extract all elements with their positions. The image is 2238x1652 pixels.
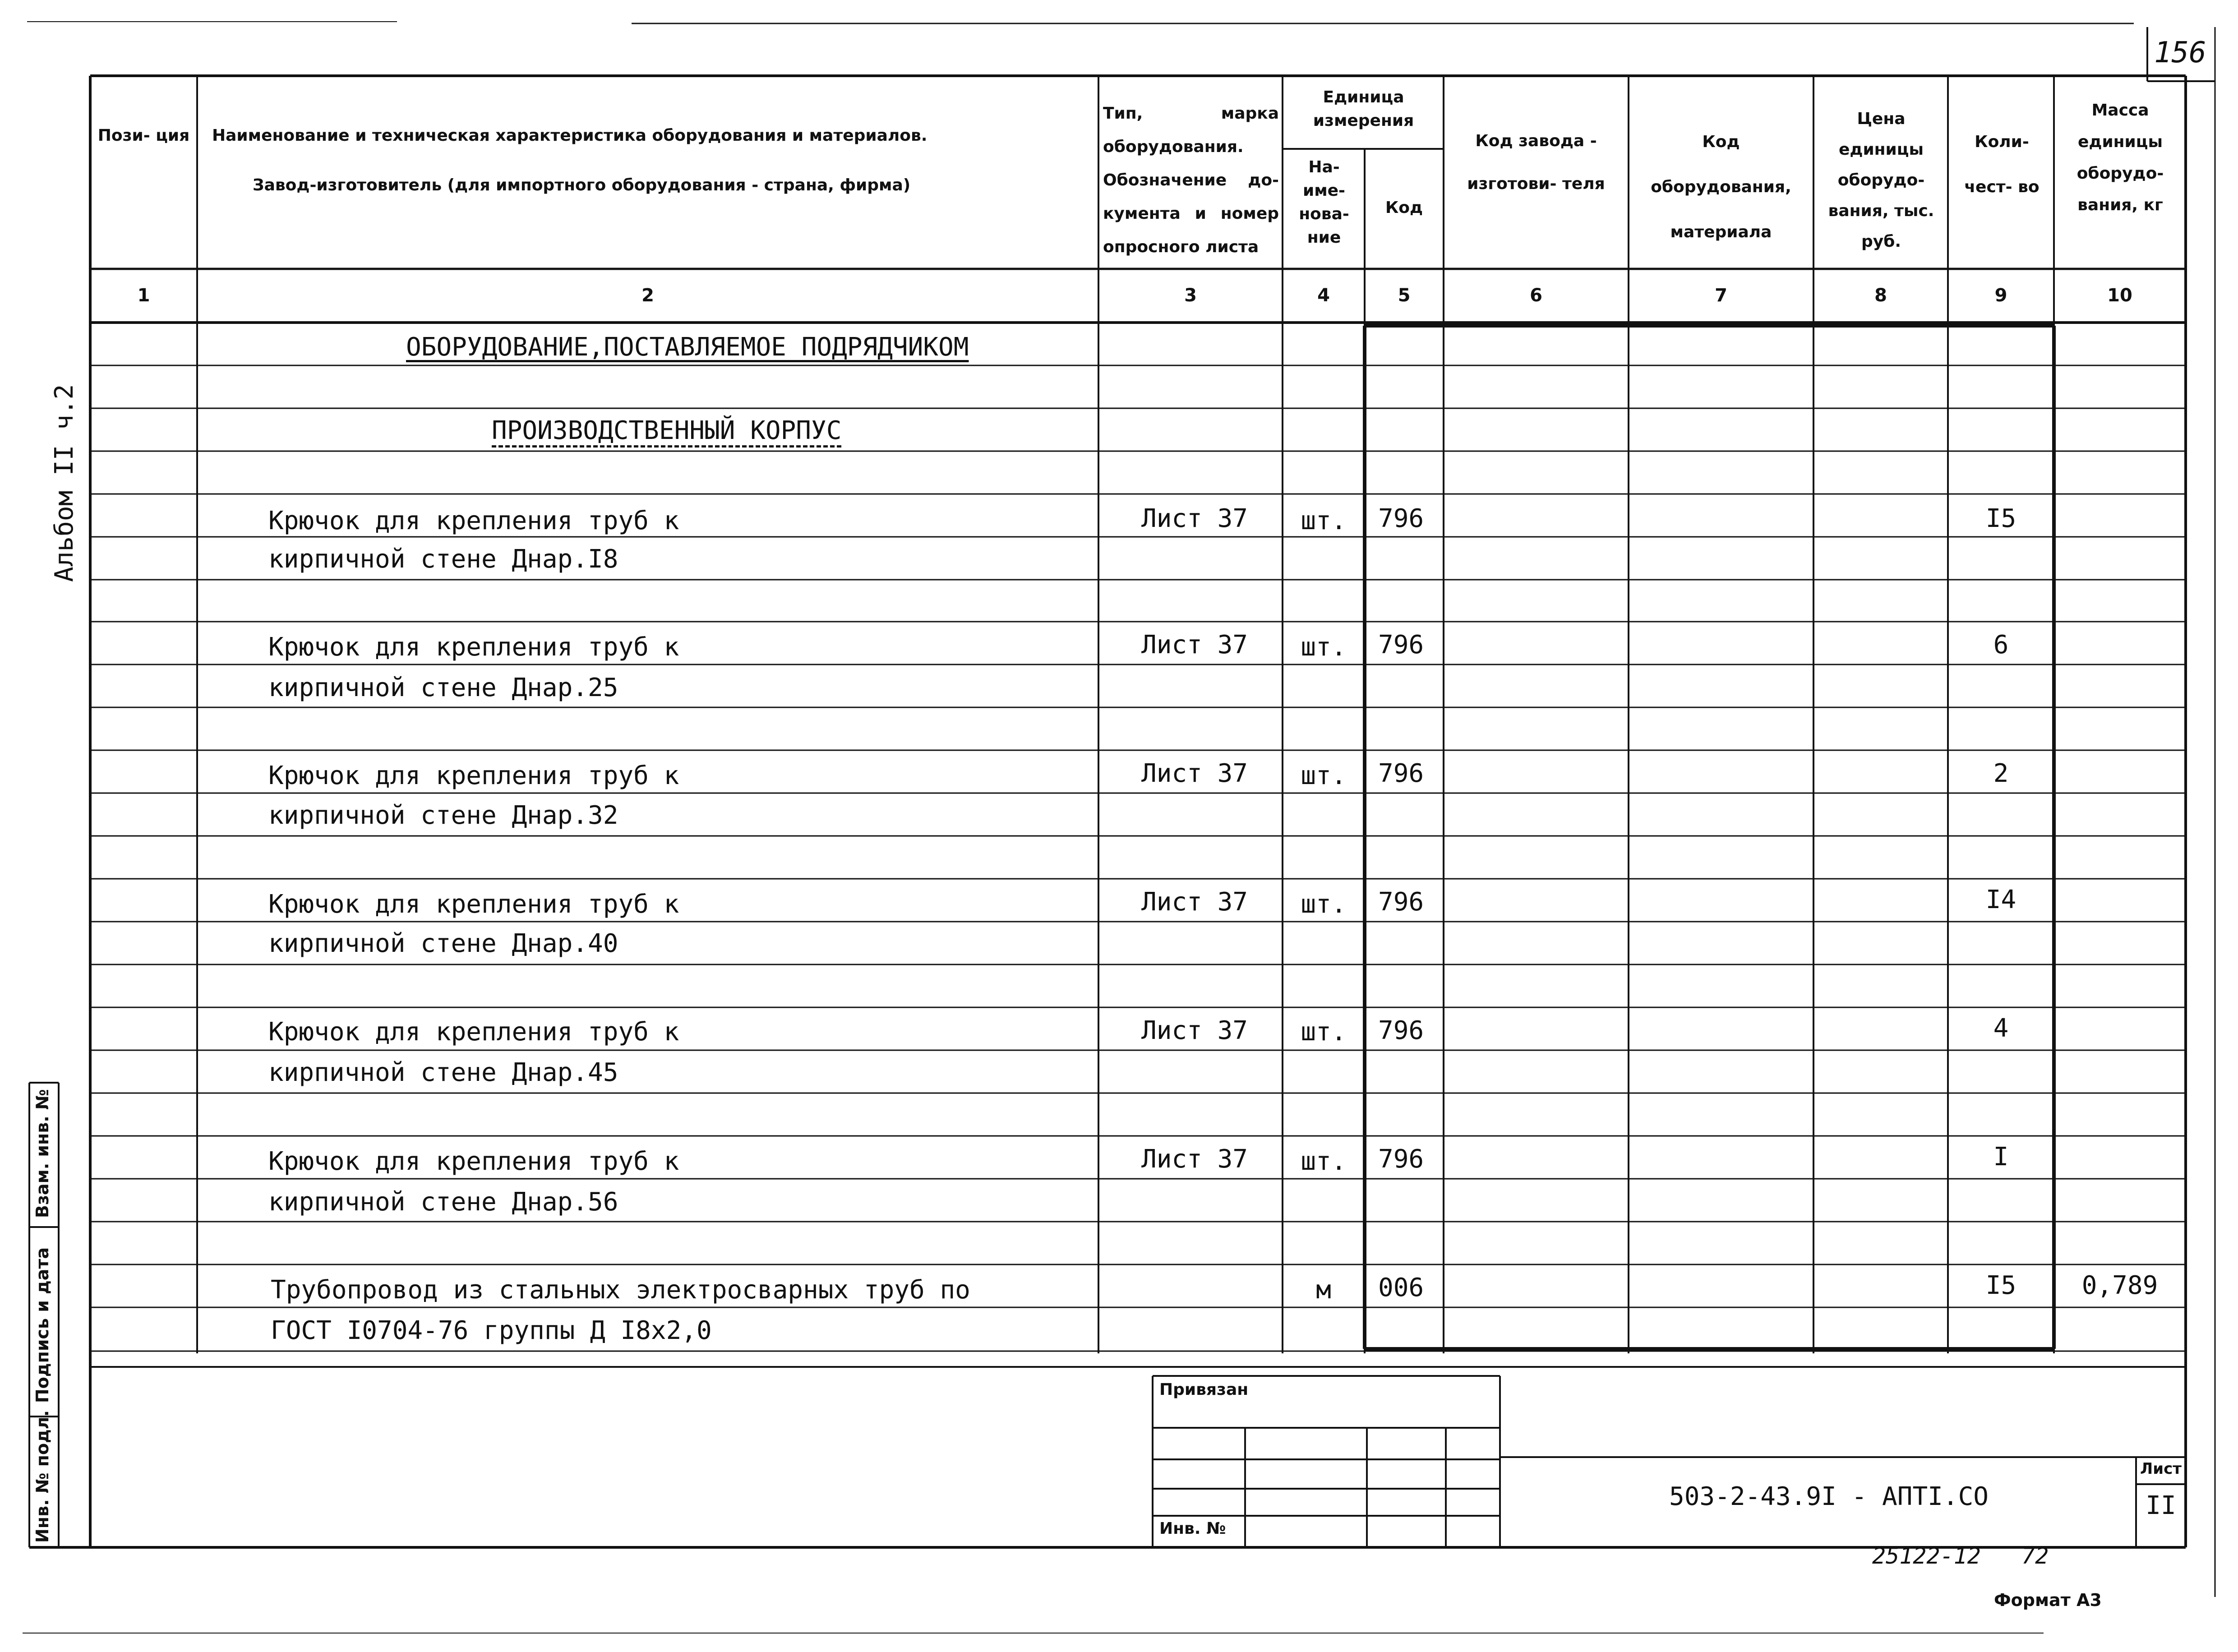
sheet-corner-number: 156: [2154, 36, 2206, 69]
column-number-1: 1: [137, 285, 150, 306]
item-doc: Лист 37: [1141, 1144, 1248, 1174]
item-unit: м: [1316, 1275, 1331, 1305]
item-qty: I4: [1985, 885, 2017, 914]
format-label: Формат А3: [1994, 1590, 2102, 1610]
item-name-line2: ГОСТ I0704-76 группы Д I8x2,0: [271, 1316, 712, 1345]
item-doc: Лист 37: [1141, 1016, 1248, 1045]
item-name-line2: кирпичной стене Днар.45: [268, 1058, 618, 1087]
bottom-inventory-note: 25122-12 72: [1872, 1543, 2049, 1569]
column-number-7: 7: [1715, 285, 1727, 306]
column-number-4: 4: [1317, 285, 1330, 306]
header-col8: Цена единицы оборудо- вания, тыс. руб.: [1828, 110, 1934, 251]
item-doc: Лист 37: [1141, 759, 1248, 788]
item-code: 006: [1378, 1273, 1424, 1302]
item-unit: шт.: [1301, 1017, 1347, 1047]
column-number-10: 10: [2107, 285, 2132, 306]
header-units-group: Единица измерения: [1313, 88, 1414, 130]
section-title: ОБОРУДОВАНИЕ,ПОСТАВЛЯЕМОЕ ПОДРЯДЧИКОМ: [406, 332, 969, 362]
item-doc: Лист 37: [1141, 630, 1248, 660]
column-number-6: 6: [1530, 285, 1542, 306]
header-col4: На- име- нова- ние: [1299, 158, 1349, 247]
header-col2-line2: Завод-изготовитель (для импортного оборудования - страна, фирма): [253, 176, 911, 194]
column-number-8: 8: [1874, 285, 1887, 306]
column-number-3: 3: [1184, 285, 1197, 306]
item-unit: шт.: [1301, 1147, 1347, 1176]
stamp-sheet-label: Лист: [2140, 1460, 2182, 1478]
column-number-2: 2: [641, 285, 654, 306]
header-col10: Масса единицы оборудо- вания, кг: [2076, 101, 2164, 214]
item-name-line1: Крючок для крепления труб к: [268, 890, 679, 919]
item-name-line1: Крючок для крепления труб к: [268, 761, 679, 790]
subsection-title: ПРОИЗВОДСТВЕННЫЙ КОРПУС: [492, 416, 841, 448]
header-col7: Код оборудования, материала: [1651, 133, 1791, 241]
header-col2-line1: Наименование и техническая характеристика оборудования и материалов.: [212, 126, 928, 145]
item-qty: I5: [1985, 1271, 2017, 1300]
item-unit: шт.: [1301, 506, 1347, 535]
item-name-line2: кирпичной стене Днар.40: [268, 929, 618, 958]
item-code: 796: [1378, 630, 1424, 660]
column-number-5: 5: [1398, 285, 1411, 306]
item-doc: Лист 37: [1141, 504, 1248, 533]
header-col6: Код завода - изготови- теля: [1467, 132, 1605, 193]
item-unit: шт.: [1301, 761, 1347, 790]
item-mass: 0,789: [2081, 1271, 2158, 1300]
side-stamp-signature-date: Подпись и дата: [32, 1247, 52, 1403]
item-qty: I: [1993, 1142, 2009, 1172]
side-album-label: Альбом II ч.2: [50, 384, 79, 582]
item-name-line2: кирпичной стене Днар.32: [268, 801, 618, 830]
stamp-inv-no: Инв. №: [1159, 1519, 1226, 1538]
stamp-sheet-number: II: [2146, 1491, 2176, 1520]
item-doc: Лист 37: [1141, 887, 1248, 917]
item-qty: 4: [1993, 1014, 2009, 1043]
item-name-line1: Крючок для крепления труб к: [268, 506, 679, 535]
item-name-line1: Крючок для крепления труб к: [268, 1147, 679, 1176]
item-name-line2: кирпичной стене Днар.I8: [268, 545, 618, 574]
header-col5: Код: [1385, 198, 1423, 217]
item-code: 796: [1378, 759, 1424, 788]
header-col3: Тип, марка оборудования. Обозначение до- кумента и номер опросного листа: [1103, 104, 1279, 256]
stamp-privyazan: Привязан: [1159, 1380, 1249, 1399]
item-name-line2: кирпичной стене Днар.56: [268, 1187, 618, 1217]
item-code: 796: [1378, 1016, 1424, 1045]
item-unit: шт.: [1301, 890, 1347, 919]
item-code: 796: [1378, 1144, 1424, 1174]
item-unit: шт.: [1301, 632, 1347, 662]
item-name-line2: кирпичной стене Днар.25: [268, 673, 618, 702]
item-name-line1: Крючок для крепления труб к: [268, 632, 679, 662]
header-col1: Пози- ция: [97, 126, 190, 145]
item-name-line1: Крючок для крепления труб к: [268, 1017, 679, 1047]
item-qty: I5: [1985, 504, 2017, 533]
item-code: 796: [1378, 887, 1424, 917]
side-stamp-exchange-inv: Взам. инв. №: [32, 1089, 52, 1218]
item-code: 796: [1378, 504, 1424, 533]
document-designation: 503-2-43.9I - АПТI.СО: [1669, 1482, 1989, 1511]
side-stamp-original-inv: Инв. № подл.: [32, 1410, 52, 1543]
header-col9: Коли- чест- во: [1964, 133, 2040, 196]
item-qty: 6: [1993, 630, 2009, 660]
column-number-9: 9: [1994, 285, 2007, 306]
item-qty: 2: [1993, 759, 2009, 788]
item-name-line1: Трубопровод из стальных электросварных труб по: [271, 1275, 970, 1305]
